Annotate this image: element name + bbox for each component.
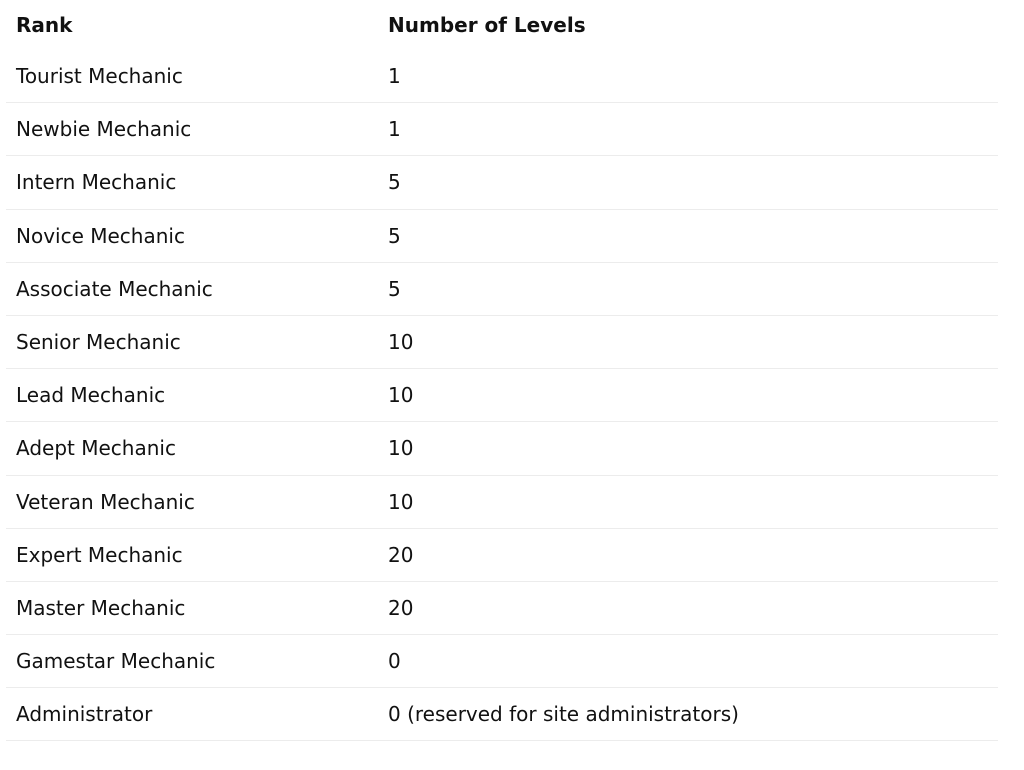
rank-cell: Associate Mechanic <box>16 276 213 301</box>
table-row <box>6 422 998 475</box>
rank-cell: Adept Mechanic <box>16 436 176 461</box>
table-row <box>6 156 998 209</box>
rank-cell: Master Mechanic <box>16 595 186 620</box>
levels-cell: 20 <box>388 542 414 567</box>
rank-cell: Expert Mechanic <box>16 542 183 567</box>
rank-cell: Lead Mechanic <box>16 383 166 408</box>
levels-cell: 10 <box>388 436 414 461</box>
levels-cell: 20 <box>388 595 414 620</box>
rank-cell: Administrator <box>16 702 153 727</box>
levels-cell: 10 <box>388 330 414 355</box>
header-rank: Rank <box>16 13 73 37</box>
table-row <box>6 369 998 422</box>
table-row <box>6 316 998 369</box>
rank-cell: Gamestar Mechanic <box>16 649 216 674</box>
table-row <box>6 50 998 103</box>
table-header-row <box>6 0 998 50</box>
levels-cell: 1 <box>388 117 401 142</box>
levels-cell: 10 <box>388 489 414 514</box>
levels-cell: 0 (reserved for site administrators) <box>388 702 739 727</box>
rank-cell: Tourist Mechanic <box>16 64 183 89</box>
table-row <box>6 263 998 316</box>
table-row <box>6 476 998 529</box>
rank-cell: Senior Mechanic <box>16 330 181 355</box>
rank-cell: Novice Mechanic <box>16 223 185 248</box>
levels-cell: 10 <box>388 383 414 408</box>
table-body <box>6 50 998 741</box>
table-row <box>6 529 998 582</box>
levels-cell: 0 <box>388 649 401 674</box>
header-number-of-levels: Number of Levels <box>388 13 586 37</box>
table-row <box>6 103 998 156</box>
rank-cell: Veteran Mechanic <box>16 489 195 514</box>
rank-levels-table <box>6 0 998 741</box>
table-row <box>6 210 998 263</box>
rank-cell: Newbie Mechanic <box>16 117 192 142</box>
table-row <box>6 688 998 741</box>
table-row <box>6 582 998 635</box>
levels-cell: 5 <box>388 223 401 248</box>
rank-cell: Intern Mechanic <box>16 170 177 195</box>
levels-cell: 1 <box>388 64 401 89</box>
table-row <box>6 635 998 688</box>
levels-cell: 5 <box>388 276 401 301</box>
levels-cell: 5 <box>388 170 401 195</box>
